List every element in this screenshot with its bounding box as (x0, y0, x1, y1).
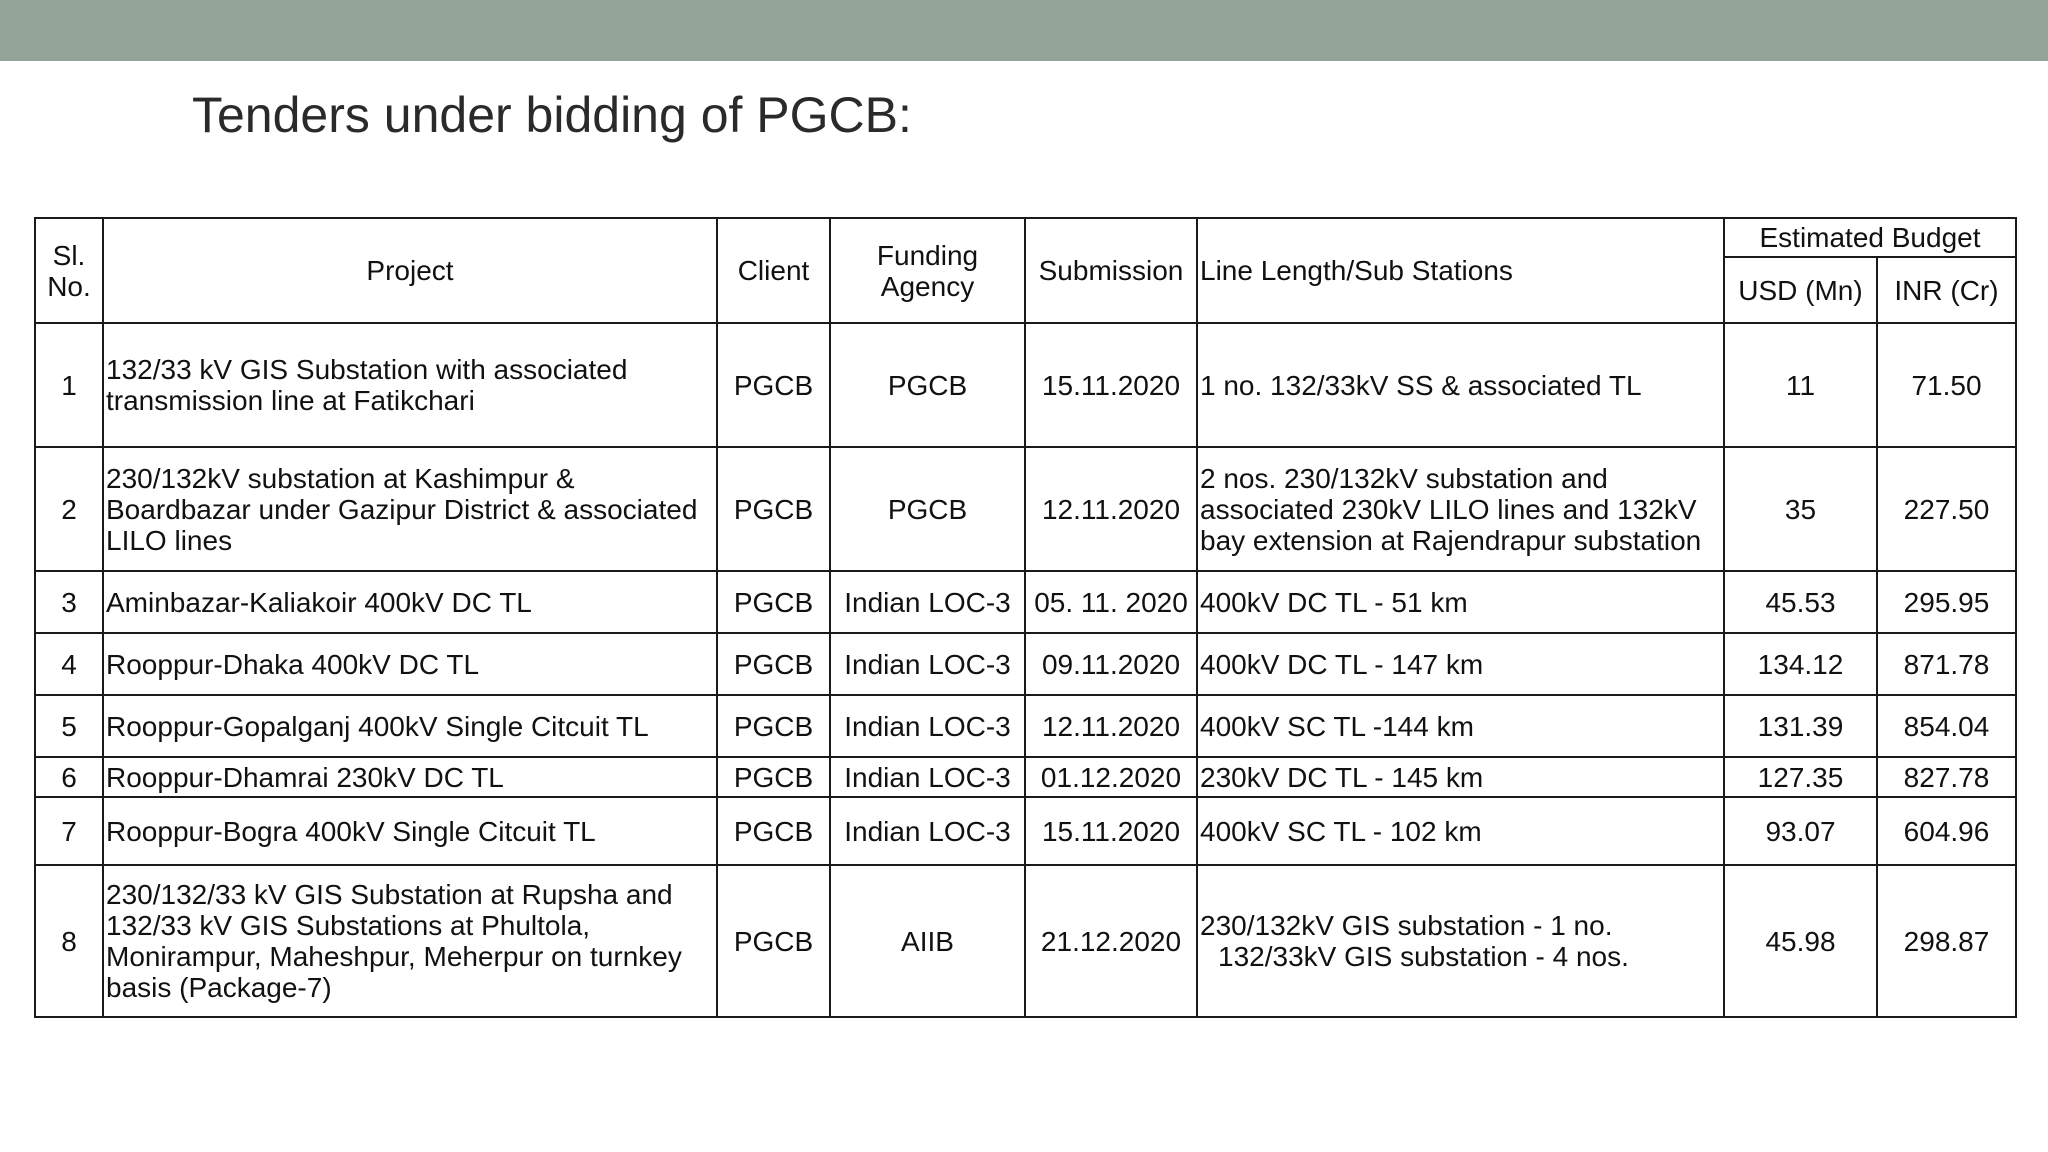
table-row (35, 633, 2016, 695)
cell-funding: AIIB (830, 865, 1025, 1017)
table-row (35, 571, 2016, 633)
cell-sl: 8 (35, 865, 103, 1017)
cell-inr: 71.50 (1877, 323, 2016, 447)
table-row (35, 865, 2016, 1017)
cell-submission: 12.11.2020 (1025, 695, 1197, 757)
cell-project: 230/132kV substation at Kashimpur & Boardbazar under Gazipur District & associated LILO lines (103, 447, 717, 571)
cell-funding: Indian LOC-3 (830, 797, 1025, 865)
cell-funding: Indian LOC-3 (830, 633, 1025, 695)
table-row (35, 757, 2016, 797)
cell-usd: 35 (1724, 447, 1877, 571)
cell-inr: 604.96 (1877, 797, 2016, 865)
slide-title: Tenders under bidding of PGCB: (192, 87, 912, 143)
header-client: Client (717, 218, 830, 323)
cell-sl: 6 (35, 757, 103, 797)
cell-usd: 45.98 (1724, 865, 1877, 1017)
header-estimated-budget: Estimated Budget (1724, 218, 2016, 257)
cell-client: PGCB (717, 865, 830, 1017)
cell-client: PGCB (717, 797, 830, 865)
cell-line-length: 230/132kV GIS substation - 1 no. 132/33kV GIS substation - 4 nos. (1197, 865, 1724, 1017)
cell-sl: 4 (35, 633, 103, 695)
cell-inr: 854.04 (1877, 695, 2016, 757)
header-usd: USD (Mn) (1724, 257, 1877, 323)
cell-submission: 15.11.2020 (1025, 323, 1197, 447)
cell-inr: 871.78 (1877, 633, 2016, 695)
cell-submission: 21.12.2020 (1025, 865, 1197, 1017)
cell-sl: 3 (35, 571, 103, 633)
cell-submission: 15.11.2020 (1025, 797, 1197, 865)
cell-client: PGCB (717, 571, 830, 633)
cell-funding: Indian LOC-3 (830, 757, 1025, 797)
cell-line-length: 2 nos. 230/132kV substation and associated 230kV LILO lines and 132kV bay extension at Rajendrapur substation (1197, 447, 1724, 571)
cell-client: PGCB (717, 447, 830, 571)
cell-inr: 298.87 (1877, 865, 2016, 1017)
cell-submission: 01.12.2020 (1025, 757, 1197, 797)
cell-line-length: 400kV DC TL - 51 km (1197, 571, 1724, 633)
header-project: Project (103, 218, 717, 323)
cell-client: PGCB (717, 323, 830, 447)
table-row (35, 447, 2016, 571)
cell-funding: Indian LOC-3 (830, 571, 1025, 633)
cell-line-length: 400kV SC TL - 102 km (1197, 797, 1724, 865)
cell-client: PGCB (717, 633, 830, 695)
cell-sl: 7 (35, 797, 103, 865)
cell-line-length: 1 no. 132/33kV SS & associated TL (1197, 323, 1724, 447)
table-row (35, 323, 2016, 447)
cell-project: 230/132/33 kV GIS Substation at Rupsha and 132/33 kV GIS Substations at Phultola, Monirampur, Maheshpur, Meherpur on turnkey basis (Package-7) (103, 865, 717, 1017)
header-funding-agency: Funding Agency (830, 218, 1025, 323)
cell-funding: PGCB (830, 323, 1025, 447)
cell-line-length: 400kV DC TL - 147 km (1197, 633, 1724, 695)
cell-project: Rooppur-Dhamrai 230kV DC TL (103, 757, 717, 797)
top-color-band (0, 0, 2048, 61)
cell-client: PGCB (717, 695, 830, 757)
cell-usd: 45.53 (1724, 571, 1877, 633)
table-row (35, 695, 2016, 757)
cell-sl: 2 (35, 447, 103, 571)
cell-project: Aminbazar-Kaliakoir 400kV DC TL (103, 571, 717, 633)
header-submission: Submission (1025, 218, 1197, 323)
header-inr: INR (Cr) (1877, 257, 2016, 323)
cell-client: PGCB (717, 757, 830, 797)
header-sl-no: Sl. No. (35, 218, 103, 323)
cell-usd: 134.12 (1724, 633, 1877, 695)
table-row (35, 797, 2016, 865)
header-line-length: Line Length/Sub Stations (1197, 218, 1724, 323)
cell-sl: 5 (35, 695, 103, 757)
cell-inr: 827.78 (1877, 757, 2016, 797)
cell-inr: 295.95 (1877, 571, 2016, 633)
cell-usd: 131.39 (1724, 695, 1877, 757)
cell-inr: 227.50 (1877, 447, 2016, 571)
tenders-table (34, 217, 2017, 1018)
cell-usd: 127.35 (1724, 757, 1877, 797)
cell-submission: 05. 11. 2020 (1025, 571, 1197, 633)
cell-project: Rooppur-Bogra 400kV Single Citcuit TL (103, 797, 717, 865)
cell-line-length: 400kV SC TL -144 km (1197, 695, 1724, 757)
cell-funding: Indian LOC-3 (830, 695, 1025, 757)
cell-line-length: 230kV DC TL - 145 km (1197, 757, 1724, 797)
cell-project: Rooppur-Gopalganj 400kV Single Citcuit TL (103, 695, 717, 757)
cell-funding: PGCB (830, 447, 1025, 571)
cell-sl: 1 (35, 323, 103, 447)
cell-project: Rooppur-Dhaka 400kV DC TL (103, 633, 717, 695)
cell-usd: 93.07 (1724, 797, 1877, 865)
cell-submission: 12.11.2020 (1025, 447, 1197, 571)
cell-usd: 11 (1724, 323, 1877, 447)
cell-project: 132/33 kV GIS Substation with associated transmission line at Fatikchari (103, 323, 717, 447)
cell-submission: 09.11.2020 (1025, 633, 1197, 695)
